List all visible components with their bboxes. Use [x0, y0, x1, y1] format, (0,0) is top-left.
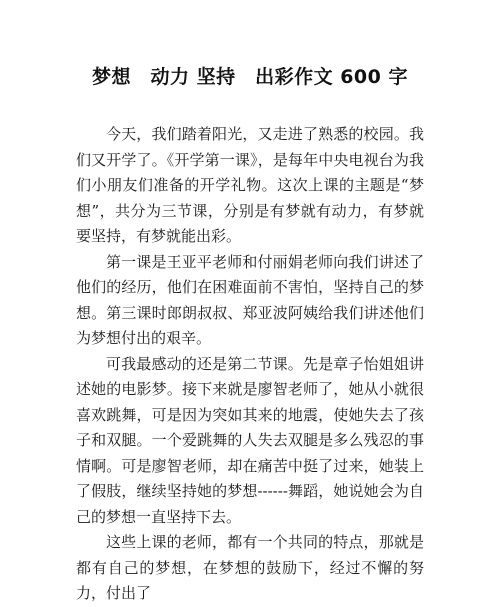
paragraph-4: 这些上课的老师，都有一个共同的特点，那就是都有自己的梦想，在梦想的鼓励下，经过不懈的努力，付出了: [76, 533, 424, 602]
document-body: [76, 122, 424, 607]
paragraph-2: 第一课是王亚平老师和付丽娟老师向我们讲述了他们的经历，他们在困难面前不害怕，坚持自己的梦想。第三课时郎朗叔叔、郑亚波阿姨给我们讲述他们为梦想付出的艰辛。: [76, 252, 424, 347]
paragraph-3: 可我最感动的还是第二节课。先是章子怡姐姐讲述她的电影梦。接下来就是廖智老师了，她从小就很喜欢跳舞，可是因为突如其来的地震，使她失去了孩子和双腿。一个爱跳舞的人失去双腿是多么残忍的事情啊。可是廖智老师，却在痛苦中挺了过来，她装上了假肢，继续坚持她的梦想------舞蹈，她说她会为自己的梦想一直坚持下去。: [76, 354, 424, 526]
paragraph-1: 今天，我们踏着阳光，又走进了熟悉的校园。我们又开学了。《开学第一课》，是每年中央电视台为我们小朋友们准备的开学礼物。这次上课的主题是“梦想”，共分为三节课，分别是有梦就有动力，有梦就要坚持，有梦就能出彩。: [76, 125, 424, 245]
document-title: 梦想 动力 坚持 出彩作文 600 字: [91, 66, 408, 88]
